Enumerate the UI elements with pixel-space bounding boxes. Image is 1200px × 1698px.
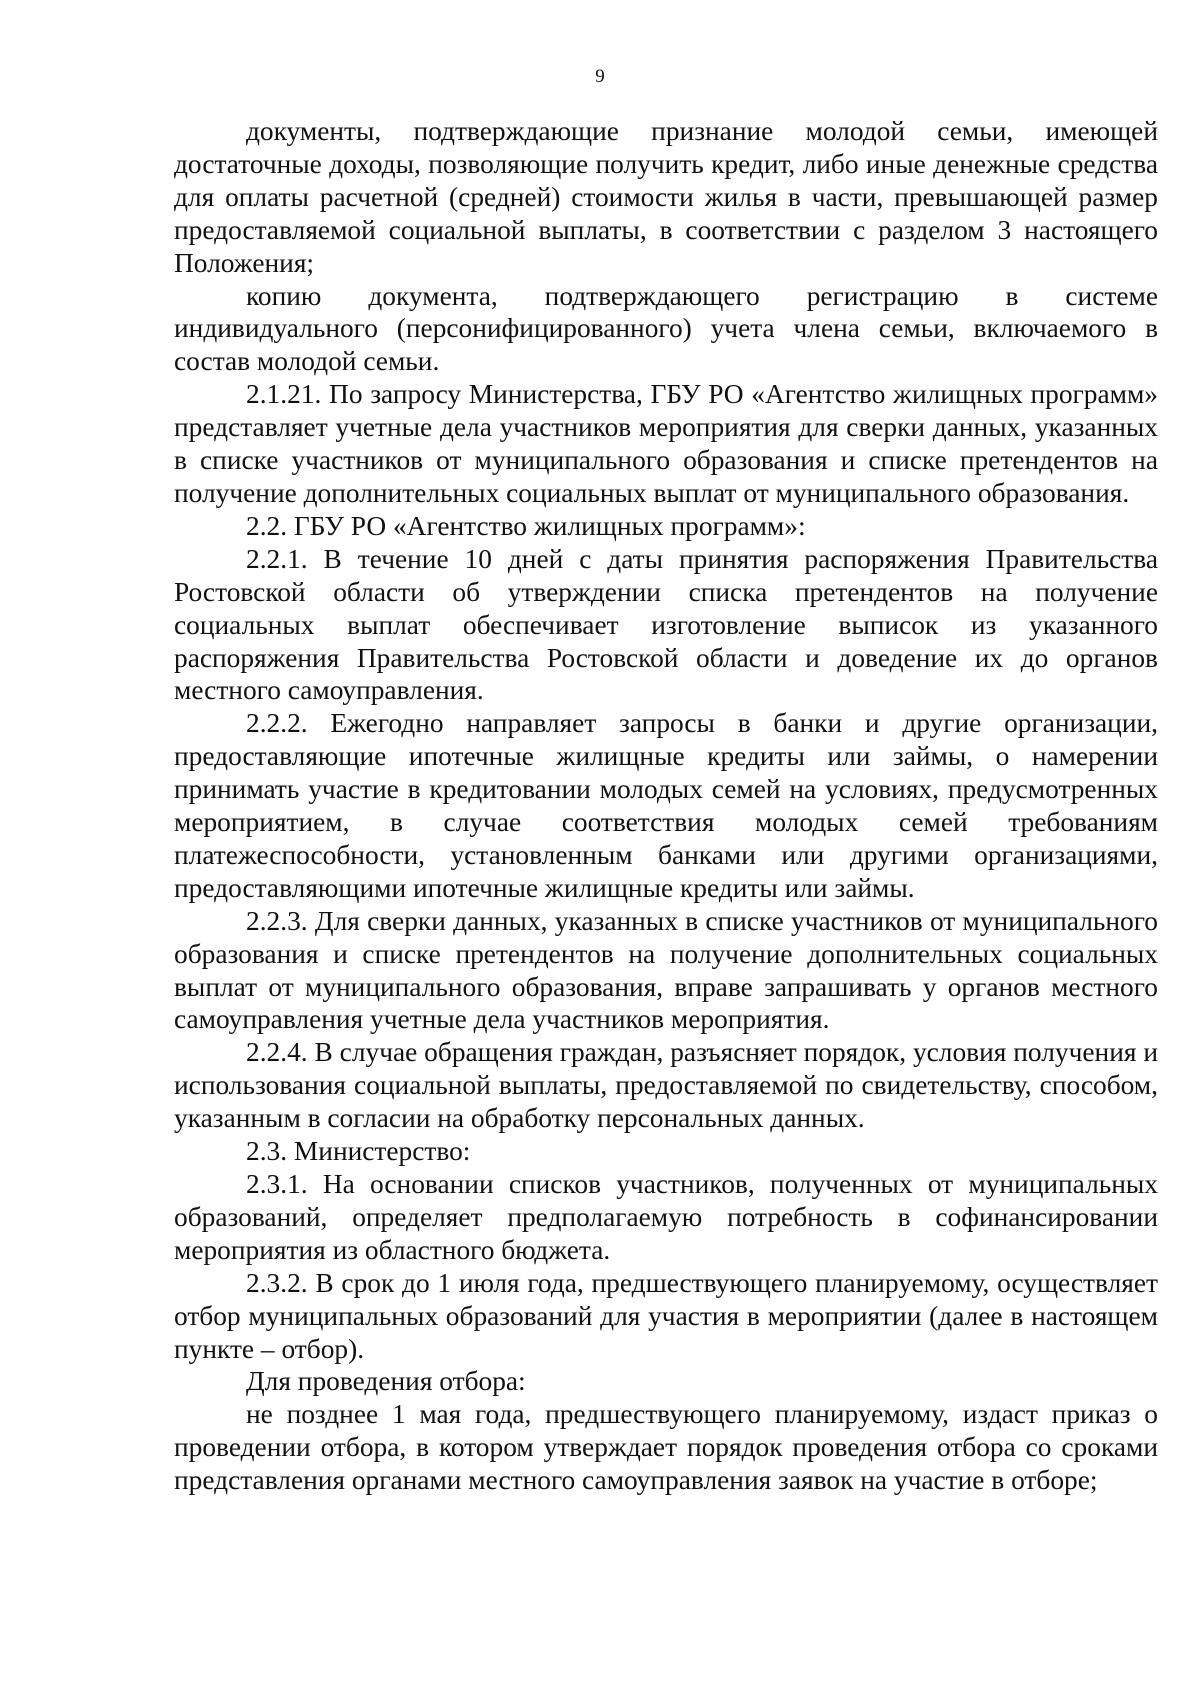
paragraph-2-2-3: 2.2.3. Для сверки данных, указанных в списке участников от муниципального образования и списке претендентов на получение дополнительных социальных выплат от муниципального образования, вправе запрашивать у органов местного самоуправления учетные дела участников мероприятия.	[174, 905, 1158, 1035]
paragraph-2-2-4: 2.2.4. В случае обращения граждан, разъясняет порядок, условия получения и использования социальной выплаты, предоставляемой по свидетельству, способом, указанным в согласии на обработку персональных данных.	[174, 1037, 1158, 1134]
paragraph-selection-order: не позднее 1 мая года, предшествующего планируемому, издаст приказ о проведении отбора, в котором утверждает порядок проведения отбора со сроками представления органами местного самоуправления заявок на участие в отборе;	[174, 1399, 1158, 1496]
paragraph-2-2-1: 2.2.1. В течение 10 дней с даты принятия распоряжения Правительства Ростовской области об утверждении списка претендентов на получение социальных выплат обеспечивает изготовление выписок из указанного распоряжения Правительства Ростовской области и доведение их до органов местного самоуправления.	[174, 543, 1158, 706]
paragraph-selection-intro: Для проведения отбора:	[246, 1366, 526, 1397]
paragraph-2-2-2: 2.2.2. Ежегодно направляет запросы в банки и другие организации, предоставляющие ипотечные жилищные кредиты или займы, о намерении принимать участие в кредитовании молодых семей на условиях, предусмотренных мероприятием, в случае соответствия молодых семей требованиям платежеспособности, установленным банками или другими организациями, предоставляющими ипотечные жилищные кредиты или займы.	[174, 708, 1158, 903]
paragraph-2-3-2: 2.3.2. В срок до 1 июля года, предшествующего планируемому, осуществляет отбор муниципальных образований для участия в мероприятии (далее в настоящем пункте – отбор).	[174, 1267, 1158, 1364]
document-body	[174, 115, 1158, 1497]
paragraph-2-3-1: 2.3.1. На основании списков участников, полученных от муниципальных образований, определяет предполагаемую потребность в софинансировании мероприятия из областного бюджета.	[174, 1169, 1158, 1265]
page-number: 9	[595, 66, 605, 87]
section-heading-2-2: 2.2. ГБУ РО «Агентство жилищных программ»:	[246, 510, 806, 541]
paragraph-2-1-21: 2.1.21. По запросу Министерства, ГБУ РО «Агентство жилищных программ» представляет учетные дела участников мероприятия для сверки данных, указанных в списке участников от муниципального образования и списке претендентов на получение дополнительных социальных выплат от муниципального образования.	[174, 379, 1158, 508]
section-heading-2-3: 2.3. Министерство:	[246, 1136, 471, 1167]
paragraph-documents-confirming-income: документы, подтверждающие признание молодой семьи, имеющей достаточные доходы, позволяющие получить кредит, либо иные денежные средства для оплаты расчетной (средней) стоимости жилья в части, превышающей размер предоставляемой социальной выплаты, в соответствии с разделом 3 настоящего Положения;	[174, 116, 1158, 278]
paragraph-registration-copy: копию документа, подтверждающего регистрацию в системе индивидуального (персонифицированного) учета члена семьи, включаемого в состав молодой семьи.	[174, 280, 1158, 377]
